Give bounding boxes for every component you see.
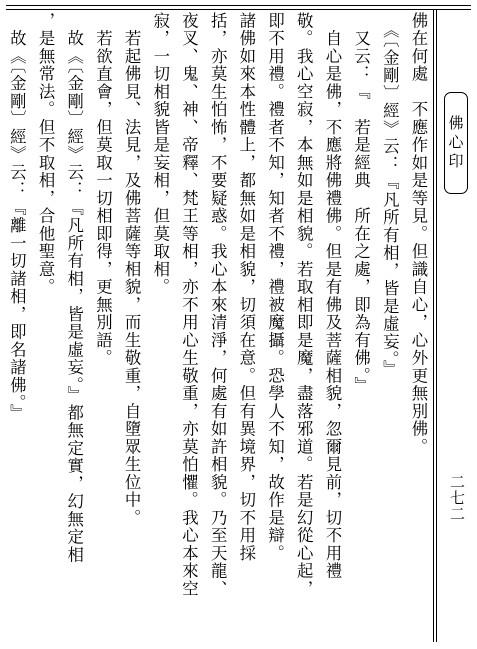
text-column: 即不用禮。禮者不知，知者不禮，禮被魔攝。恐學人不知，故作是辯。	[265, 12, 285, 563]
text-column: 故《〔金剛〕經》云：『離一切諸相，即名諸佛。』	[7, 12, 27, 422]
text-column: 夜叉、鬼、神、帝釋、梵王等相，亦不用心生敬重，亦莫怕懼。我心本來空	[179, 12, 199, 598]
running-title: 佛心印	[444, 92, 468, 194]
text-column: 佛在何處 不應作如是等見。但識自心，心外更無別佛。	[409, 12, 428, 456]
top-rule-inner	[6, 9, 471, 10]
top-rule	[6, 5, 471, 6]
margin-rule	[433, 10, 434, 642]
margin-rule-inner	[436, 10, 437, 642]
text-column: 若起佛見、法見，及佛菩薩等相貌，而生敬重，自墮眾生位中。	[122, 12, 142, 527]
text-column: ，是無常法。但不取相，合他聖意。	[36, 12, 56, 296]
page-number: 二七二	[448, 474, 466, 522]
text-column: 括，亦莫生怕怖，不要疑惑。我心本來清淨，何處有如許相貌。乃至天龍、	[208, 12, 228, 598]
text-body	[0, 12, 432, 642]
text-column: 故《〔金剛〕經》云：『凡所有相，皆是虛妄。』都無定實，幻無定相	[64, 12, 84, 564]
text-column: 若欲直會，但莫取一切相即得，更無別語。	[93, 12, 113, 367]
text-column: 《〔金剛〕經》云：『凡所有相，皆是虛妄。』	[380, 12, 400, 378]
text-column: 又云：『 若是經典 所在之處，即為有佛。』	[351, 12, 371, 395]
text-column: 自心是佛，不應將佛禮佛。但是有佛及菩薩相貌，忽爾見前，切不用禮	[322, 12, 342, 580]
text-column: 敬。我心空寂，本無如是相貌。若取相即是魔，盡落邪道。若是幻從心起，	[294, 12, 314, 598]
text-column: 諸佛如來本性體上，都無如是相貌，切須在意。但有異境界，切不用採	[236, 12, 256, 563]
text-column: 寂，一切相貌皆是妄相，但莫取相。	[150, 12, 170, 296]
